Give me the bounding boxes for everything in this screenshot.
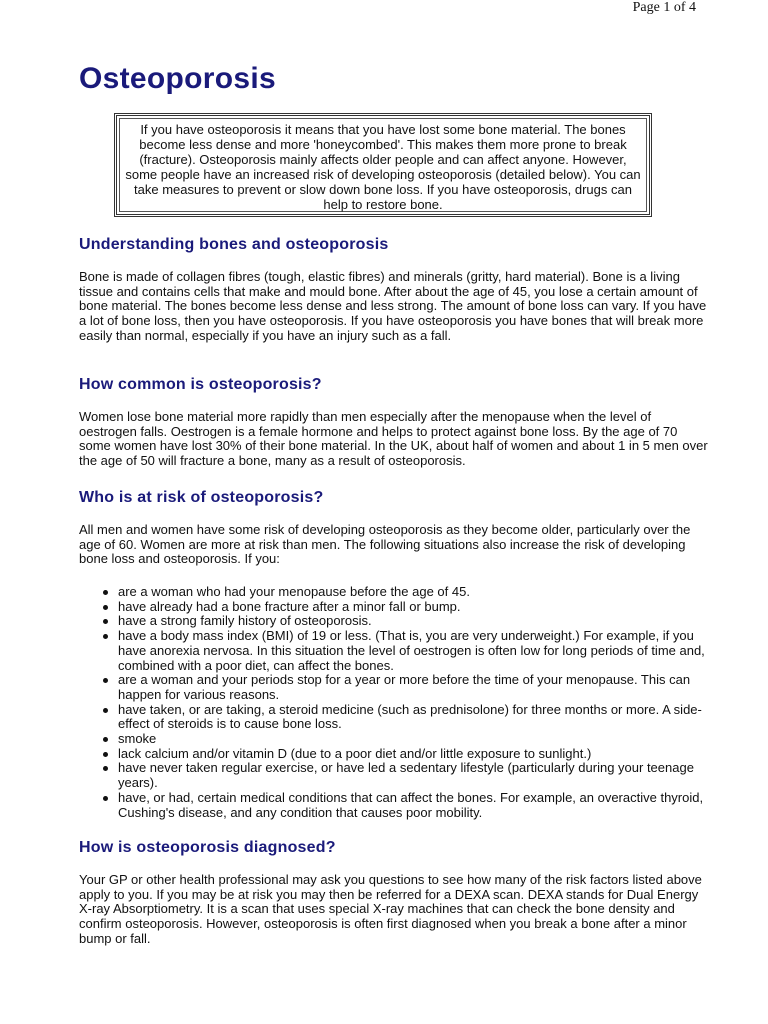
paragraph-who-at-risk: All men and women have some risk of developing osteoporosis as they become older, particularly over the age of 60. Women are more at risk than men. The following situations also increase the risk of developing bone loss and osteoporosis. If you:: [79, 522, 691, 567]
list-item-text: have already had a bone fracture after a minor fall or bump.: [118, 598, 461, 614]
page-number: Page 1 of 4: [632, 0, 696, 15]
list-item-text: are a woman who had your menopause before the age of 45.: [118, 584, 470, 599]
list-item: [79, 585, 711, 600]
list-item-text: have taken, or are taking, a steroid medicine (such as prednisolone) for three months or more. A side-effect of steroids is to cause bone loss.: [118, 701, 702, 732]
heading-who-at-risk: Who is at risk of osteoporosis?: [79, 489, 324, 506]
list-item: [79, 629, 711, 673]
paragraph-how-common: Women lose bone material more rapidly than men especially after the menopause when the level of oestrogen falls. Oestrogen is a female hormone and helps to protect against bone loss. By the age of 70 some women have lost 30% of their bone material. In the UK, about half of women and about 1 in 5 men over the age of 50 will fracture a bone, many as a result of osteoporosis.: [79, 409, 708, 469]
heading-diagnosis: How is osteoporosis diagnosed?: [79, 839, 336, 856]
paragraph-diagnosis: Your GP or other health professional may ask you questions to see how many of the risk factors listed above apply to you. If you may be at risk you may then be referred for a DEXA scan. DEXA stands for Dual Energy X-ray Absorptiometry. It is a scan that uses special X-ray machines that can check the bone density and confirm osteoporosis. However, osteoporosis is often first diagnosed when you break a bone after a minor bump or fall.: [79, 872, 702, 946]
bullet-icon: [103, 796, 108, 801]
list-item: [79, 732, 711, 747]
bullet-icon: [103, 634, 108, 639]
bullet-icon: [103, 605, 108, 610]
list-item: [79, 703, 711, 732]
page-title: Osteoporosis: [79, 62, 276, 95]
list-item: [79, 600, 711, 615]
bullet-icon: [103, 678, 108, 683]
bullet-icon: [103, 737, 108, 742]
list-item: [79, 791, 711, 820]
intro-text: If you have osteoporosis it means that you have lost some bone material. The bones become less dense and more 'honeycombed'. This makes them more prone to break (fracture). Osteoporosis mainly affects older people and can affect anyone. However, some people have an increased risk of developing osteoporosis (detailed below). You can take measures to prevent or slow down bone loss. If you have osteoporosis, drugs can help to restore bone.: [125, 122, 641, 212]
heading-how-common: How common is osteoporosis?: [79, 376, 322, 393]
list-item: [79, 614, 711, 629]
list-item: [79, 673, 711, 702]
heading-understanding-bones: Understanding bones and osteoporosis: [79, 236, 389, 253]
bullet-icon: [103, 766, 108, 771]
paragraph-understanding-bones: Bone is made of collagen fibres (tough, elastic fibres) and minerals (gritty, hard material). Bone is a living tissue and contains cells that make and mould bone. After about the age of 45, you lose a certain amount of bone material. The bones become less dense and less strong. The amount of bone loss can vary. If you have a lot of bone loss, then you have osteoporosis. If you have osteoporosis you have bones that will break more easily than normal, especially if you have an injury such as a fall.: [79, 269, 707, 343]
bullet-icon: [103, 708, 108, 713]
list-item-text: have a strong family history of osteoporosis.: [118, 613, 372, 629]
list-item: [79, 761, 711, 790]
bullet-icon: [103, 590, 108, 595]
bullet-icon: [103, 752, 108, 757]
list-item-text: have a body mass index (BMI) of 19 or less. (That is, you are very underweight.) For example, if you have anorexia nervosa. In this situation the level of oestrogen is often low for long periods of time and, combined with a poor diet, can affect the bones.: [118, 628, 705, 673]
list-item: [79, 747, 711, 762]
list-item-text: lack calcium and/or vitamin D (due to a poor diet and/or little exposure to sunlight.): [118, 745, 592, 761]
bullet-icon: [103, 619, 108, 624]
list-item-text: smoke: [118, 731, 157, 747]
list-item-text: have never taken regular exercise, or have led a sedentary lifestyle (particularly during your teenage years).: [118, 760, 694, 791]
list-item-text: have, or had, certain medical conditions that can affect the bones. For example, an overactive thyroid, Cushing's disease, and any condition that causes poor mobility.: [118, 789, 704, 820]
list-item-text: are a woman and your periods stop for a year or more before the time of your menopause. This can happen for various reasons.: [118, 672, 691, 702]
risk-factor-list: [79, 585, 711, 820]
